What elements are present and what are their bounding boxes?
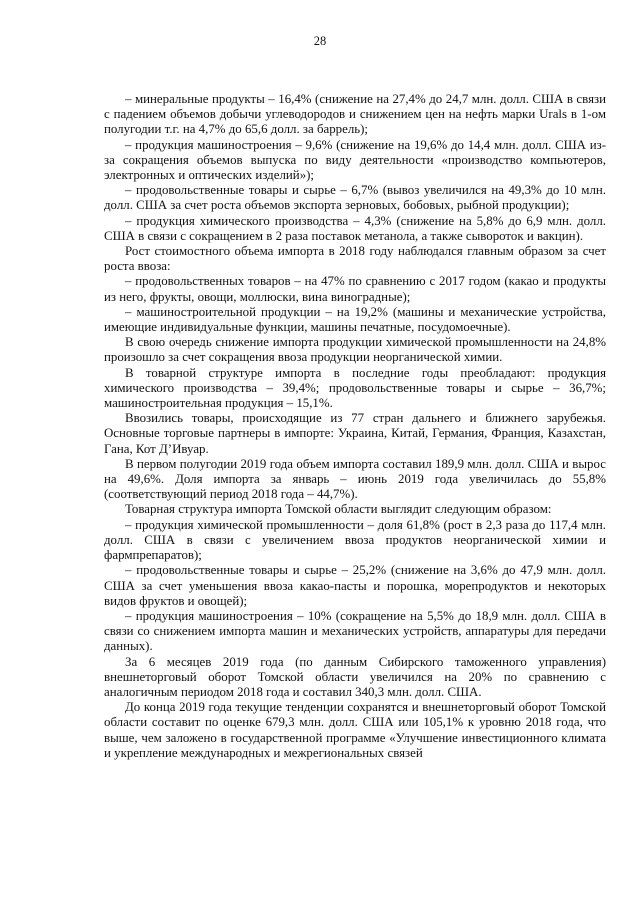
paragraph: – продовольственных товаров – на 47% по сравнению с 2017 годом (какао и продукты из него, фрукты, овощи, моллюски, вина виноградные); xyxy=(104,274,606,304)
paragraph: – продукция машиностроения – 10% (сокращение на 5,5% до 18,9 млн. долл. США в связи со снижением импорта машин и механических устройств, аппаратуры для передачи данных). xyxy=(104,608,606,654)
paragraph: В свою очередь снижение импорта продукции химической промышленности на 24,8% произошло за счет сокращения ввоза продукции неорганической химии. xyxy=(104,335,606,365)
paragraph: – продукция машиностроения – 9,6% (снижение на 19,6% до 14,4 млн. долл. США из-за сокращения объемов выпуска по виду деятельности «производство компьютеров, электронных и оптических изделий»); xyxy=(104,137,606,183)
paragraph: – продовольственные товары и сырье – 6,7% (вывоз увеличился на 49,3% до 10 млн. долл. США за счет роста объемов экспорта зерновых, бобовых, рыбной продукции); xyxy=(104,183,606,213)
paragraph: – минеральные продукты – 16,4% (снижение на 27,4% до 24,7 млн. долл. США в связи с падением объемов добычи углеводородов и снижением цен на нефть марки Urals в 1-ом полугодии т.г. на 4,7% до 65,6 долл. за баррель); xyxy=(104,92,606,137)
paragraph: За 6 месяцев 2019 года (по данным Сибирского таможенного управления) внешнеторговый оборот Томской области увеличился на 20% по сравнению с аналогичным периодом 2018 года и составил 340,3 млн. долл. США. xyxy=(104,654,606,699)
paragraph: – продукция химического производства – 4,3% (снижение на 5,8% до 6,9 млн. долл. США в связи с сокращением в 2 раза поставок метанола, а также сывороток и вакцин). xyxy=(104,213,606,243)
paragraph: В первом полугодии 2019 года объем импорта составил 189,9 млн. долл. США и вырос на 49,6%. Доля импорта за январь – июнь 2019 года увеличилась до 55,8% (соответствующий период 2018 года – 44,7%). xyxy=(104,456,606,502)
paragraph: До конца 2019 года текущие тенденции сохранятся и внешнеторговый оборот Томской области составит по оценке 679,3 млн. долл. США или 105,1% к уровню 2018 года, что выше, чем заложено в государственной программе «Улучшение инвестиционного климата и укрепление международных и межрегиональных связей xyxy=(104,700,606,760)
paragraph: – продовольственные товары и сырье – 25,2% (снижение на 3,6% до 47,9 млн. долл. США за счет уменьшения ввоза какао-пасты и порошка, морепродуктов и некоторых видов фруктов и овощей); xyxy=(104,563,606,608)
document-body xyxy=(104,92,606,761)
paragraph: Рост стоимостного объема импорта в 2018 году наблюдался главным образом за счет роста ввоза: xyxy=(104,244,606,274)
paragraph: – машиностроительной продукции – на 19,2% (машины и механические устройства, имеющие индивидуальные функции, машины печатные, посудомоечные). xyxy=(104,304,606,335)
paragraph: В товарной структуре импорта в последние годы преобладают: продукция химического производства – 39,4%; продовольственные товары и сырье – 36,7%; машиностроительная продукция – 15,1%. xyxy=(104,365,606,411)
paragraph: Ввозились товары, происходящие из 77 стран дальнего и ближнего зарубежья. Основные торговые партнеры в импорте: Украина, Китай, Германия, Франция, Казахстан, Гана, Кот Д’Ивуар. xyxy=(104,411,606,456)
paragraph: Товарная структура импорта Томской области выглядит следующим образом: xyxy=(125,502,552,517)
paragraph: – продукция химической промышленности – доля 61,8% (рост в 2,3 раза до 117,4 млн. долл. США в связи с увеличением ввоза продуктов неорганической химии и фармпрепаратов); xyxy=(104,517,606,563)
page-number: 28 xyxy=(313,34,327,48)
